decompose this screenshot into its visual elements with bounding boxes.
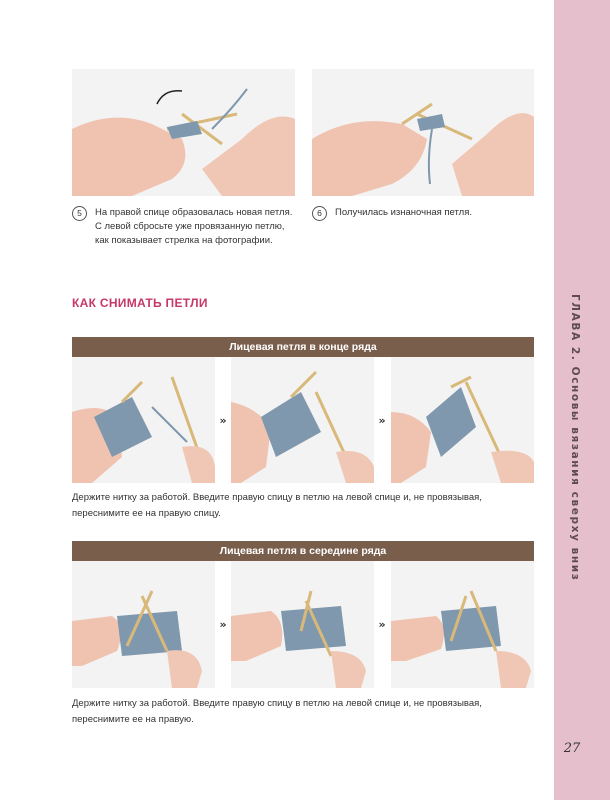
block-1-photo-3: [391, 357, 534, 483]
step-6-caption: [312, 206, 534, 222]
step-arrow: »: [378, 414, 386, 427]
photo-step-6: [312, 69, 534, 196]
page-number: 27: [563, 741, 581, 756]
block-2-photo-3: [391, 561, 534, 688]
chapter-sidebar: [554, 0, 610, 800]
block-heading: Лицевая петля в середине ряда: [72, 541, 534, 561]
block-heading: Лицевая петля в конце ряда: [72, 337, 534, 357]
block-1-photo-1: [72, 357, 215, 483]
block-2-photo-1: [72, 561, 215, 688]
block-1-text: Держите нитку за работой. Введите правую спицу в петлю на левой спице и, не провязывая, переснимите ее на правую спицу.: [72, 492, 482, 519]
step-arrow: »: [219, 618, 227, 631]
block-1-photo-2: [231, 357, 374, 483]
step-number: 6: [312, 206, 327, 221]
photo-step-5: [72, 69, 295, 196]
step-text: Получилась изнаночная петля.: [335, 207, 472, 218]
section-title: КАК СНИМАТЬ ПЕТЛИ: [72, 296, 208, 310]
step-arrow: »: [219, 414, 227, 427]
chapter-title: ГЛАВА 2. Основы вязания сверху вниз: [569, 294, 581, 582]
block-2-photo-2: [231, 561, 374, 688]
step-text: На правой спице образовалась новая петля. С левой сбросьте уже провязанную петлю, как показывает стрелка на фотографии.: [95, 207, 293, 246]
step-arrow: »: [378, 618, 386, 631]
step-5-caption: [72, 206, 297, 246]
step-number: 5: [72, 206, 87, 221]
block-2-text: Держите нитку за работой. Введите правую спицу в петлю на левой спице и, не провязывая, переснимите ее на правую.: [72, 698, 482, 725]
